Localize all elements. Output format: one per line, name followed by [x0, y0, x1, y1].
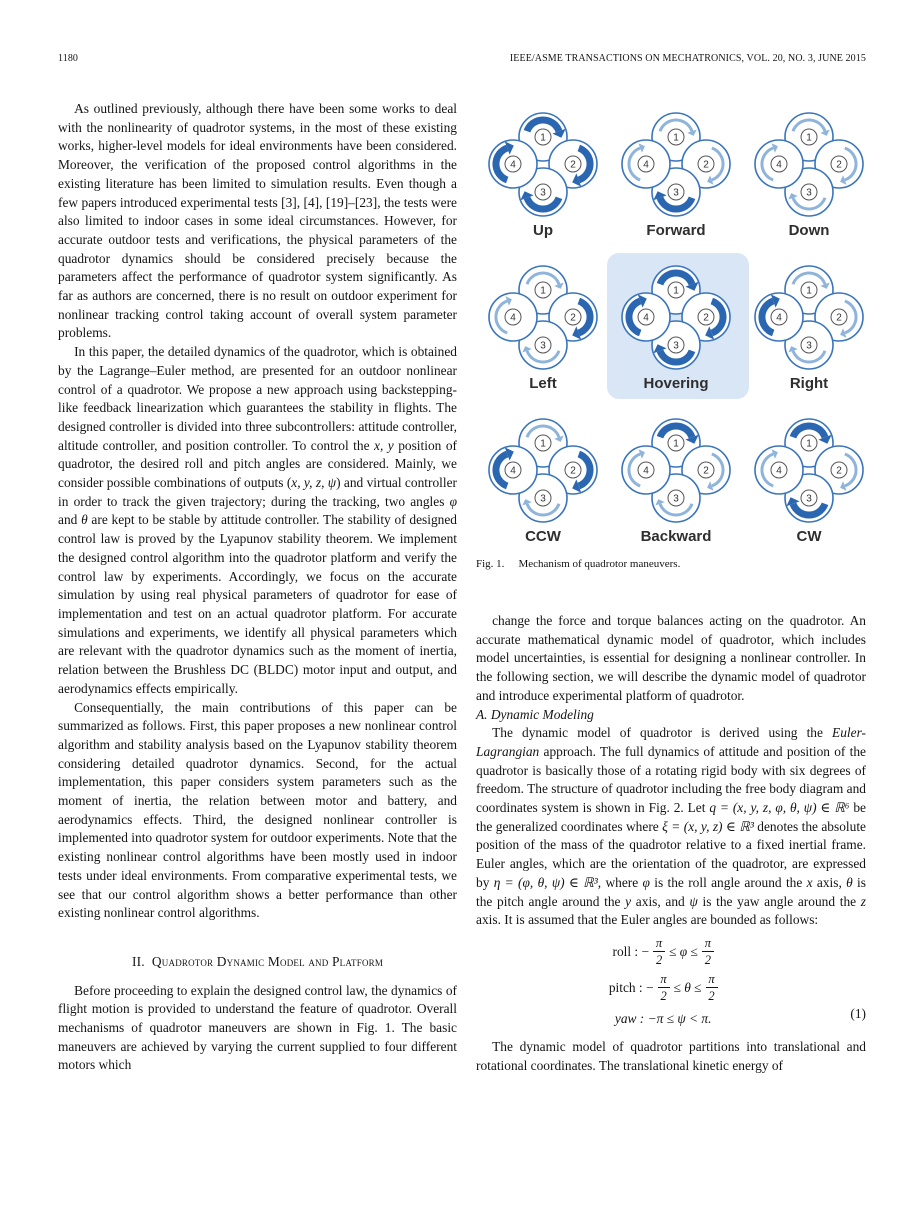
rotor-number: 4	[510, 465, 516, 477]
figure-1	[476, 100, 866, 580]
equation-1	[476, 934, 866, 1032]
figure-caption: Fig. 1. Mechanism of quadrotor maneuvers.	[476, 558, 681, 570]
quadrotor-diagram	[613, 410, 739, 528]
rotor-number: 3	[540, 493, 546, 505]
paragraph-1: As outlined previously, although there have been some works to deal with the nonlinearity of quadrotor systems, in the most of these existing works, higher-level models for ideal environments have been considered. Moreover, the verification of the proposed control algorithms in the existing literature has been limited to simulation results. Even though a few papers introduced experimental tests [3], [4], [19]–[23], the tests were also limited to indoor cases in some ideal circumstances. However, for accurate outdoor tests and verifications, the physical parameters of the quadrotor dynamics should be considered precisely because the parameters affect the performance of quadrotor system significantly. As far as authors are concerned, there is no result on outdoor experiment for nonlinear tracking control taking account of overall system parameter problems.	[58, 101, 457, 341]
quadrotor-diagram	[746, 257, 872, 375]
rotor-number: 1	[673, 132, 679, 144]
maneuver-ccw	[480, 410, 606, 560]
rotor-number: 4	[776, 465, 782, 477]
maneuver-label: Hovering	[643, 375, 709, 392]
rotor-number: 4	[776, 159, 782, 171]
maneuver-left	[480, 257, 606, 407]
rotor-4	[489, 446, 537, 494]
rotor-number: 3	[806, 493, 812, 505]
rotor-number: 1	[540, 438, 546, 450]
maneuver-label: Down	[788, 222, 830, 239]
rotor-4	[622, 446, 670, 494]
rotor-number: 3	[806, 340, 812, 352]
quadrotor-diagram	[613, 257, 739, 375]
rotor-number: 2	[703, 312, 709, 324]
maneuver-label: Up	[533, 222, 553, 239]
rotor-number: 3	[806, 187, 812, 199]
rotor-number: 2	[703, 465, 709, 477]
maneuver-down	[746, 104, 872, 254]
paragraph-5: change the force and torque balances acting on the quadrotor. An accurate mathematical dynamic model of quadrotor, which includes model uncertainties, is essential for designing a nonlinear controller. In the following section, we will describe the dynamic model of quadrotor and introduce experimental platform of quadrotor.	[476, 613, 866, 703]
rotor-number: 1	[806, 132, 812, 144]
paragraph-7: The dynamic model of quadrotor partitions into translational and rotational coordinates. The translational kinetic energy of	[476, 1038, 866, 1073]
rotor-number: 4	[643, 159, 649, 171]
rotor-number: 2	[836, 312, 842, 324]
rotor-number: 1	[806, 438, 812, 450]
section-heading: II. Quadrotor Dynamic Model and Platform	[131, 953, 384, 969]
rotor-number: 3	[673, 187, 679, 199]
equation-pitch: pitch : − $\frac{\pi}{2}$ ≤ θ ≤ $\frac{\pi}{2}$	[476, 970, 850, 1006]
rotor-4	[755, 293, 803, 341]
maneuver-label: Backward	[640, 528, 712, 545]
journal-header: IEEE/ASME TRANSACTIONS ON MECHATRONICS, VOL. 20, NO. 3, JUNE 2015	[509, 53, 866, 64]
rotor-number: 4	[510, 312, 516, 324]
rotor-4	[755, 140, 803, 188]
maneuver-right	[746, 257, 872, 407]
rotor-number: 3	[540, 187, 546, 199]
rotor-number: 3	[673, 493, 679, 505]
page-number: 1180	[58, 53, 79, 64]
rotor-4	[622, 140, 670, 188]
rotor-4	[489, 140, 537, 188]
quadrotor-diagram	[480, 410, 606, 528]
maneuver-label: Right	[789, 375, 829, 392]
maneuver-up	[480, 104, 606, 254]
paragraph-6: The dynamic model of quadrotor is derived using the Euler-Lagrangian approach. The full dynamics of attitude and position of the quadrotor is basically those of a rotating rigid body with six degrees of freedom. The structure of quadrotor including the free body diagram and coordinates system is shown in Fig. 2. Let q = (x, y, z, φ, θ, ψ) ∈ ℝ⁶ be the generalized coordinates where ξ = (x, y, z) ∈ ℝ³ denotes the absolute position of the mass of the quadrotor relative to a fixed inertial frame. Euler angles, which are the orientation of the quadrotor, are expressed by η = (φ, θ, ψ) ∈ ℝ³, where φ is the roll angle around the x axis, θ is the pitch angle around the y axis, and ψ is the yaw angle around the z axis. It is assumed that the Euler angles are bounded as follows:	[476, 725, 867, 928]
rotor-number: 2	[570, 159, 576, 171]
equation-number: (1)	[850, 1006, 866, 1022]
subsection-heading: A. Dynamic Modeling	[476, 706, 594, 722]
quadrotor-diagram	[746, 410, 872, 528]
rotor-number: 3	[673, 340, 679, 352]
quadrotor-diagram	[480, 257, 606, 375]
quadrotor-diagram	[746, 104, 872, 222]
left-column	[58, 100, 457, 1075]
paragraph-3: Consequentially, the main contributions of this paper can be summarized as follows. First, this paper proposes a new nonlinear control algorithm and stability analysis based on the Lyapunov stability theorem considering detailed quadrotor dynamics. Second, for the actual implementation, this paper considers system parameters such as the moment of inertia, the relation between motor and battery, and aerodynamics effects. Third, the designed nonlinear controller is implemented into quadrotor system for outdoor experiments. Note that the existing nonlinear control algorithms have been mostly used in indoor tests under ideal environments. From comparative experimental tests, we see that our control algorithm shows a better performance than other existing nonlinear control algorithms.	[58, 699, 457, 921]
paragraph-2: In this paper, the detailed dynamics of the quadrotor, which is obtained by the Lagrange–Euler method, are presented for an outdoor nonlinear control of a quadrotor. We propose a new approach using backstepping-like feedback linearization which guarantees the stability in flights. The designed controller is divided into three subcontrollers: attitude controller, altitude controller, and position controller. To control the x, y position of quadrotor, the desired roll and pitch angles are considered. Mainly, we consider possible combinations of outputs (x, y, z, ψ) and virtual controller in order to track the given trajectory; during the tracking, two angles φ and θ are kept to be stable by attitude controller. The stability of designed control law is proved by the Lyapunov stability theorem. We implement the designed control algorithm into the quadrotor platform and verify the control law by experiments. Accordingly, we focus on the accurate simulation by using real physical parameters of quadrotor for ease of implementation and test on an actual quadrotor platform. For accurate simulations and experiments, we identify all physical parameters which are relevant with the quadrotor dynamics such as the moment of inertia, relation between the Brushless DC (BLDC) motor input and output, and aerodynamics effects empirically.	[58, 344, 457, 696]
quadrotor-diagram	[613, 104, 739, 222]
maneuver-forward	[613, 104, 739, 254]
equation-roll: roll : − $\frac{\pi}{2}$ ≤ φ ≤ $\frac{\pi}{2}$	[476, 934, 850, 970]
rotor-4	[622, 293, 670, 341]
rotor-number: 4	[643, 465, 649, 477]
rotor-number: 2	[836, 465, 842, 477]
rotor-number: 1	[806, 285, 812, 297]
rotor-number: 2	[570, 312, 576, 324]
maneuver-grid	[476, 100, 866, 550]
rotor-number: 1	[673, 285, 679, 297]
rotor-4	[755, 446, 803, 494]
maneuver-label: Left	[529, 375, 557, 392]
equation-yaw: yaw : −π ≤ ψ < π.	[614, 1010, 712, 1026]
maneuver-cw	[746, 410, 872, 560]
rotor-number: 2	[570, 465, 576, 477]
rotor-number: 4	[776, 312, 782, 324]
maneuver-label: CCW	[525, 528, 561, 545]
rotor-number: 1	[673, 438, 679, 450]
rotor-number: 4	[510, 159, 516, 171]
rotor-number: 2	[703, 159, 709, 171]
maneuver-hovering	[613, 257, 739, 407]
right-column	[476, 612, 866, 1075]
rotor-number: 3	[540, 340, 546, 352]
rotor-number: 1	[540, 132, 546, 144]
paragraph-4: Before proceeding to explain the designed control law, the dynamics of flight motion is provided to understand the feature of quadrotor. Overall mechanisms of quadrotor maneuvers are shown in Fig. 1. The basic maneuvers are achieved by varying the current supplied to four different motors which	[58, 982, 457, 1073]
rotor-4	[489, 293, 537, 341]
maneuver-label: CW	[796, 528, 822, 545]
rotor-number: 1	[540, 285, 546, 297]
maneuver-backward	[613, 410, 739, 560]
quadrotor-diagram	[480, 104, 606, 222]
rotor-number: 4	[643, 312, 649, 324]
rotor-number: 2	[836, 159, 842, 171]
maneuver-label: Forward	[646, 222, 706, 239]
